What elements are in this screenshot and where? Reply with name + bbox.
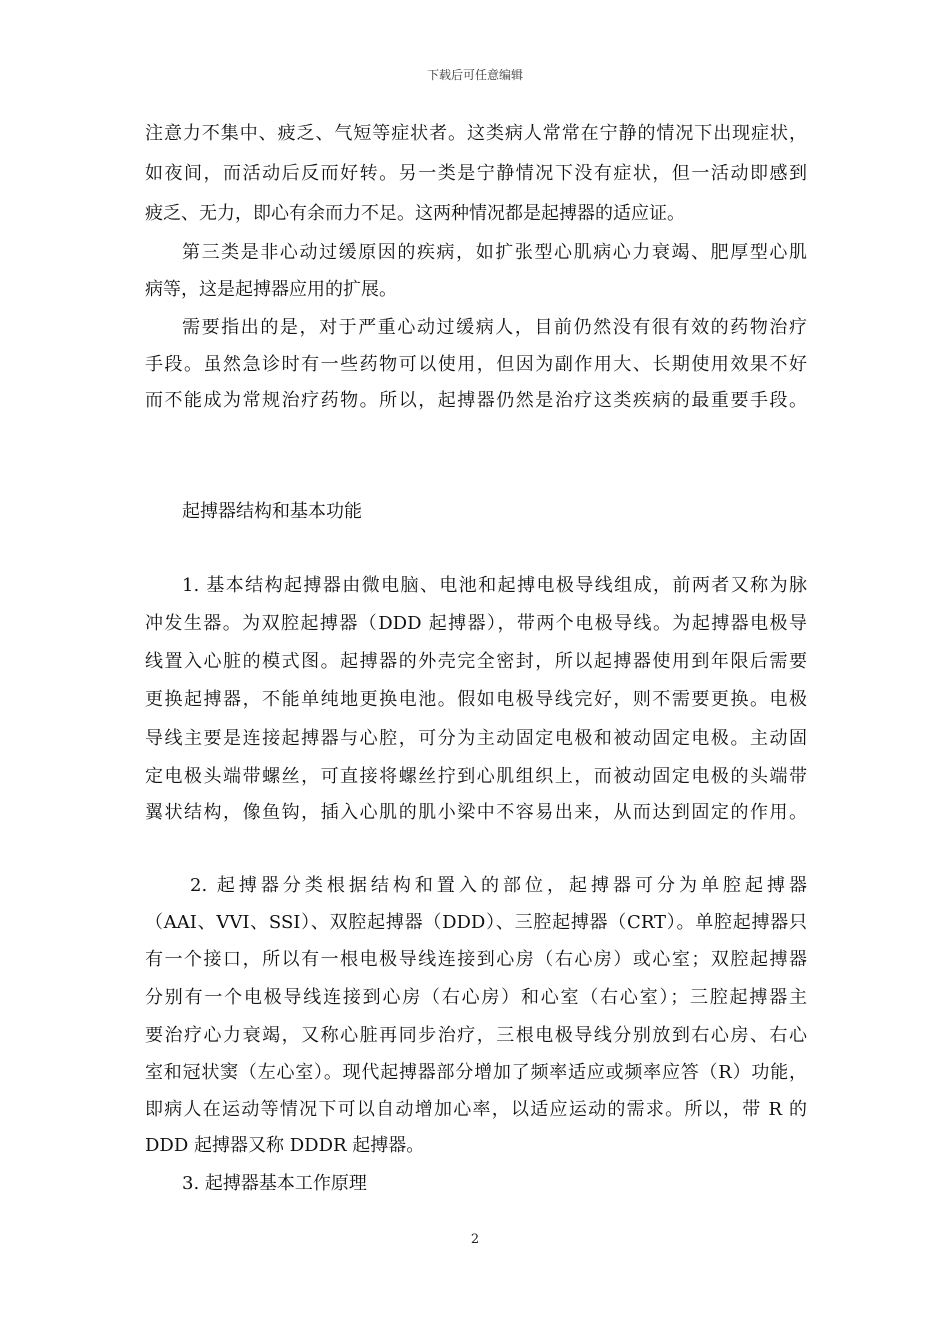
text-line: 注意力不集中、疲乏、气短等症状者。这类病人常常在宁静的情况下出现症状，	[145, 123, 807, 144]
text-line: （AAI、VVI、SSI）、双腔起搏器（DDD）、三腔起搏器（CRT）。单腔起搏器只	[145, 912, 807, 933]
text-line: 疲乏、无力，即心有余而力不足。这两种情况都是起搏器的适应证。	[145, 203, 685, 224]
text-line: 室和冠状窦（左心室）。现代起搏器部分增加了频率适应或频率应答（R）功能，	[145, 1062, 807, 1083]
text-line: 如夜间，而活动后反而好转。另一类是宁静情况下没有症状，但一活动即感到	[145, 163, 807, 184]
text-line: 2. 起搏器分类根据结构和置入的部位，起搏器可分为单腔起搏器	[190, 875, 807, 896]
section-heading: 3. 起搏器基本工作原理	[182, 1173, 367, 1194]
text-line: 线置入心脏的模式图。起搏器的外壳完全密封，所以起搏器使用到年限后需要	[145, 651, 807, 672]
page-header: 下载后可任意编辑	[426, 68, 523, 82]
text-line: 定电极头端带螺丝，可直接将螺丝拧到心肌组织上，而被动固定电极的头端带	[145, 766, 807, 787]
section-heading: 起搏器结构和基本功能	[182, 501, 362, 522]
text-line: 手段。虽然急诊时有一些药物可以使用，但因为副作用大、长期使用效果不好	[145, 354, 807, 375]
text-line: 病等，这是起搏器应用的扩展。	[145, 279, 397, 300]
text-line: 第三类是非心动过缓原因的疾病，如扩张型心肌病心力衰竭、肥厚型心肌	[182, 242, 807, 263]
text-line: 导线主要是连接起搏器与心腔，可分为主动固定电极和被动固定电极。主动固	[145, 728, 807, 749]
text-line: 要治疗心力衰竭，又称心脏再同步治疗，三根电极导线分别放到右心房、右心	[145, 1025, 807, 1046]
text-line: 需要指出的是，对于严重心动过缓病人，目前仍然没有很有效的药物治疗	[182, 317, 807, 338]
text-line: 冲发生器。为双腔起搏器（DDD 起搏器），带两个电极导线。为起搏器电极导	[145, 613, 807, 634]
text-line: 翼状结构，像鱼钩，插入心肌的肌小梁中不容易出来，从而达到固定的作用。	[145, 802, 807, 823]
page-number: 2	[470, 1232, 480, 1247]
text-line: 有一个接口，所以有一根电极导线连接到心房（右心房）或心室；双腔起搏器	[145, 949, 807, 970]
text-line: DDD 起搏器又称 DDDR 起搏器。	[145, 1135, 425, 1156]
text-line: 1. 基本结构起搏器由微电脑、电池和起搏电极导线组成，前两者又称为脉	[182, 575, 807, 596]
text-line: 即病人在运动等情况下可以自动增加心率，以适应运动的需求。所以，带 R 的	[145, 1099, 807, 1120]
text-line: 分别有一个电极导线连接到心房（右心房）和心室（右心室）；三腔起搏器主	[145, 987, 807, 1008]
text-line: 而不能成为常规治疗药物。所以，起搏器仍然是治疗这类疾病的最重要手段。	[145, 390, 807, 411]
text-line: 更换起搏器，不能单纯地更换电池。假如电极导线完好，则不需要更换。电极	[145, 689, 807, 710]
